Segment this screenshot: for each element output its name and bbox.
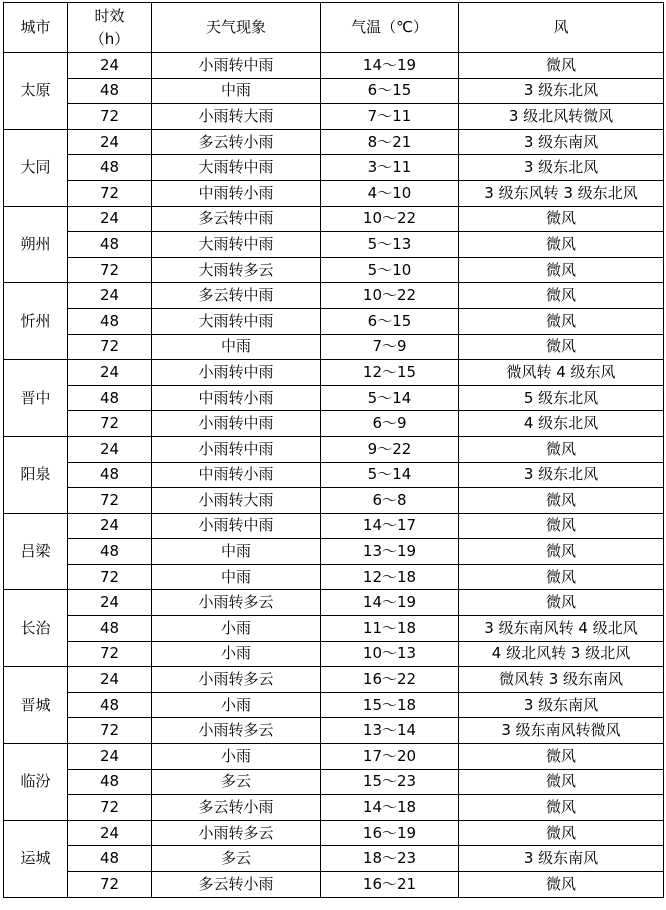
weather-cell: 中雨 — [152, 78, 321, 104]
table-row — [4, 436, 664, 462]
wind-cell: 微风 — [459, 53, 664, 79]
hours-cell: 72 — [68, 104, 152, 130]
weather-cell: 小雨 — [152, 641, 321, 667]
temperature-cell: 17～20 — [321, 744, 459, 770]
weather-cell: 大雨转中雨 — [152, 232, 321, 258]
hours-cell: 24 — [68, 744, 152, 770]
weather-cell: 大雨转多云 — [152, 257, 321, 283]
city-name-cell: 吕梁 — [4, 513, 68, 590]
hours-cell: 24 — [68, 129, 152, 155]
temperature-cell: 11～18 — [321, 616, 459, 642]
table-row — [4, 667, 664, 693]
wind-cell: 3 级东南风转 4 级北风 — [459, 616, 664, 642]
hours-cell: 24 — [68, 667, 152, 693]
hours-cell: 48 — [68, 232, 152, 258]
table-body — [4, 53, 664, 898]
temperature-cell: 16～19 — [321, 820, 459, 846]
wind-cell: 4 级北风转 3 级北风 — [459, 641, 664, 667]
hours-cell: 48 — [68, 462, 152, 488]
hours-cell: 24 — [68, 513, 152, 539]
table-row — [4, 104, 664, 130]
temperature-cell: 4～10 — [321, 180, 459, 206]
temperature-cell: 5～10 — [321, 257, 459, 283]
table-row — [4, 78, 664, 104]
table-row — [4, 180, 664, 206]
wind-cell: 微风 — [459, 795, 664, 821]
temperature-cell: 14～19 — [321, 53, 459, 79]
hours-cell: 48 — [68, 78, 152, 104]
weather-cell: 多云转小雨 — [152, 129, 321, 155]
table-row — [4, 206, 664, 232]
wind-cell: 微风 — [459, 334, 664, 360]
hours-cell: 24 — [68, 53, 152, 79]
table-row — [4, 539, 664, 565]
temperature-cell: 6～15 — [321, 78, 459, 104]
wind-cell: 3 级东南风 — [459, 692, 664, 718]
temperature-cell: 10～22 — [321, 206, 459, 232]
table-row — [4, 769, 664, 795]
wind-cell: 微风 — [459, 308, 664, 334]
city-name-cell: 晋中 — [4, 360, 68, 437]
hours-cell: 24 — [68, 820, 152, 846]
wind-cell: 微风转 3 级东南风 — [459, 667, 664, 693]
temperature-cell: 18～23 — [321, 846, 459, 872]
weather-cell: 小雨 — [152, 616, 321, 642]
temperature-cell: 8～21 — [321, 129, 459, 155]
header-city: 城市 — [4, 3, 68, 53]
city-name-cell: 朔州 — [4, 206, 68, 283]
table-row — [4, 411, 664, 437]
wind-cell: 微风 — [459, 513, 664, 539]
forecast-table — [3, 2, 664, 898]
weather-cell: 多云 — [152, 846, 321, 872]
header-hours-line1: 时效 — [94, 7, 125, 25]
temperature-cell: 6～15 — [321, 308, 459, 334]
table-row — [4, 308, 664, 334]
table-row — [4, 616, 664, 642]
wind-cell: 微风 — [459, 872, 664, 898]
weather-cell: 多云转中雨 — [152, 206, 321, 232]
temperature-cell: 13～19 — [321, 539, 459, 565]
table-row — [4, 283, 664, 309]
wind-cell: 微风转 4 级东风 — [459, 360, 664, 386]
temperature-cell: 9～22 — [321, 436, 459, 462]
hours-cell: 72 — [68, 872, 152, 898]
temperature-cell: 5～14 — [321, 385, 459, 411]
weather-cell: 大雨转中雨 — [152, 155, 321, 181]
weather-cell: 小雨 — [152, 692, 321, 718]
weather-cell: 小雨转中雨 — [152, 360, 321, 386]
wind-cell: 微风 — [459, 283, 664, 309]
temperature-cell: 15～18 — [321, 692, 459, 718]
wind-cell: 微风 — [459, 769, 664, 795]
table-row — [4, 53, 664, 79]
hours-cell: 72 — [68, 488, 152, 514]
temperature-cell: 16～22 — [321, 667, 459, 693]
city-name-cell: 太原 — [4, 53, 68, 130]
temperature-cell: 16～21 — [321, 872, 459, 898]
city-name-cell: 运城 — [4, 820, 68, 897]
hours-cell: 72 — [68, 641, 152, 667]
temperature-cell: 3～11 — [321, 155, 459, 181]
table-row — [4, 462, 664, 488]
temperature-cell: 14～17 — [321, 513, 459, 539]
temperature-cell: 7～9 — [321, 334, 459, 360]
wind-cell: 3 级东风转 3 级东北风 — [459, 180, 664, 206]
hours-cell: 72 — [68, 180, 152, 206]
temperature-cell: 6～9 — [321, 411, 459, 437]
table-header — [4, 3, 664, 53]
weather-cell: 小雨转大雨 — [152, 488, 321, 514]
city-name-cell: 忻州 — [4, 283, 68, 360]
weather-cell: 小雨转大雨 — [152, 104, 321, 130]
weather-cell: 中雨 — [152, 334, 321, 360]
wind-cell: 微风 — [459, 206, 664, 232]
temperature-cell: 15～23 — [321, 769, 459, 795]
weather-cell: 小雨转多云 — [152, 590, 321, 616]
temperature-cell: 12～15 — [321, 360, 459, 386]
hours-cell: 72 — [68, 411, 152, 437]
city-name-cell: 阳泉 — [4, 436, 68, 513]
weather-cell: 小雨转多云 — [152, 667, 321, 693]
temperature-cell: 13～14 — [321, 718, 459, 744]
hours-cell: 72 — [68, 564, 152, 590]
wind-cell: 3 级东南风 — [459, 846, 664, 872]
wind-cell: 3 级北风转微风 — [459, 104, 664, 130]
hours-cell: 24 — [68, 206, 152, 232]
city-name-cell: 长治 — [4, 590, 68, 667]
table-row — [4, 692, 664, 718]
weather-cell: 多云 — [152, 769, 321, 795]
wind-cell: 微风 — [459, 590, 664, 616]
hours-cell: 72 — [68, 257, 152, 283]
table-row — [4, 488, 664, 514]
weather-cell: 中雨转小雨 — [152, 462, 321, 488]
table-row — [4, 360, 664, 386]
weather-cell: 大雨转中雨 — [152, 308, 321, 334]
table-row — [4, 846, 664, 872]
table-row — [4, 334, 664, 360]
hours-cell: 48 — [68, 539, 152, 565]
header-hours-line2: （h） — [89, 29, 130, 48]
table-row — [4, 744, 664, 770]
weather-cell: 中雨转小雨 — [152, 180, 321, 206]
weather-cell: 小雨转中雨 — [152, 513, 321, 539]
table-row — [4, 257, 664, 283]
table-row — [4, 795, 664, 821]
weather-cell: 中雨 — [152, 539, 321, 565]
header-temperature: 气温（℃） — [321, 3, 459, 53]
hours-cell: 48 — [68, 385, 152, 411]
temperature-cell: 14～19 — [321, 590, 459, 616]
weather-cell: 小雨转多云 — [152, 820, 321, 846]
temperature-cell: 12～18 — [321, 564, 459, 590]
wind-cell: 微风 — [459, 436, 664, 462]
weather-cell: 小雨转中雨 — [152, 436, 321, 462]
wind-cell: 微风 — [459, 564, 664, 590]
table-row — [4, 718, 664, 744]
table-row — [4, 155, 664, 181]
hours-cell: 24 — [68, 590, 152, 616]
hours-cell: 48 — [68, 692, 152, 718]
hours-cell: 24 — [68, 436, 152, 462]
weather-cell: 多云转小雨 — [152, 872, 321, 898]
hours-cell: 48 — [68, 846, 152, 872]
city-name-cell: 大同 — [4, 129, 68, 206]
hours-cell: 24 — [68, 360, 152, 386]
temperature-cell: 5～13 — [321, 232, 459, 258]
weather-cell: 多云转小雨 — [152, 795, 321, 821]
temperature-cell: 10～13 — [321, 641, 459, 667]
wind-cell: 微风 — [459, 257, 664, 283]
temperature-cell: 6～8 — [321, 488, 459, 514]
hours-cell: 24 — [68, 283, 152, 309]
temperature-cell: 10～22 — [321, 283, 459, 309]
hours-cell: 48 — [68, 769, 152, 795]
wind-cell: 5 级东北风 — [459, 385, 664, 411]
table-row — [4, 820, 664, 846]
wind-cell: 3 级东北风 — [459, 462, 664, 488]
wind-cell: 3 级东南风 — [459, 129, 664, 155]
wind-cell: 微风 — [459, 488, 664, 514]
table-row — [4, 129, 664, 155]
wind-cell: 微风 — [459, 744, 664, 770]
weather-cell: 小雨转中雨 — [152, 411, 321, 437]
wind-cell: 微风 — [459, 539, 664, 565]
weather-cell: 中雨转小雨 — [152, 385, 321, 411]
table-row — [4, 513, 664, 539]
temperature-cell: 14～18 — [321, 795, 459, 821]
weather-cell: 小雨转多云 — [152, 718, 321, 744]
weather-cell: 小雨 — [152, 744, 321, 770]
wind-cell: 4 级东北风 — [459, 411, 664, 437]
city-name-cell: 临汾 — [4, 744, 68, 821]
hours-cell: 48 — [68, 155, 152, 181]
table-row — [4, 232, 664, 258]
header-row — [4, 3, 664, 53]
hours-cell: 48 — [68, 616, 152, 642]
wind-cell: 3 级东南风转微风 — [459, 718, 664, 744]
wind-cell: 微风 — [459, 232, 664, 258]
header-wind: 风 — [459, 3, 664, 53]
wind-cell: 微风 — [459, 820, 664, 846]
header-hours — [68, 3, 152, 53]
hours-cell: 72 — [68, 718, 152, 744]
temperature-cell: 5～14 — [321, 462, 459, 488]
table-row — [4, 564, 664, 590]
wind-cell: 3 级东北风 — [459, 78, 664, 104]
table-row — [4, 872, 664, 898]
weather-cell: 小雨转中雨 — [152, 53, 321, 79]
table-row — [4, 641, 664, 667]
temperature-cell: 7～11 — [321, 104, 459, 130]
table-row — [4, 385, 664, 411]
hours-cell: 48 — [68, 308, 152, 334]
wind-cell: 3 级东北风 — [459, 155, 664, 181]
hours-cell: 72 — [68, 334, 152, 360]
weather-cell: 中雨 — [152, 564, 321, 590]
table-row — [4, 590, 664, 616]
header-weather: 天气现象 — [152, 3, 321, 53]
hours-cell: 72 — [68, 795, 152, 821]
city-name-cell: 晋城 — [4, 667, 68, 744]
weather-cell: 多云转中雨 — [152, 283, 321, 309]
